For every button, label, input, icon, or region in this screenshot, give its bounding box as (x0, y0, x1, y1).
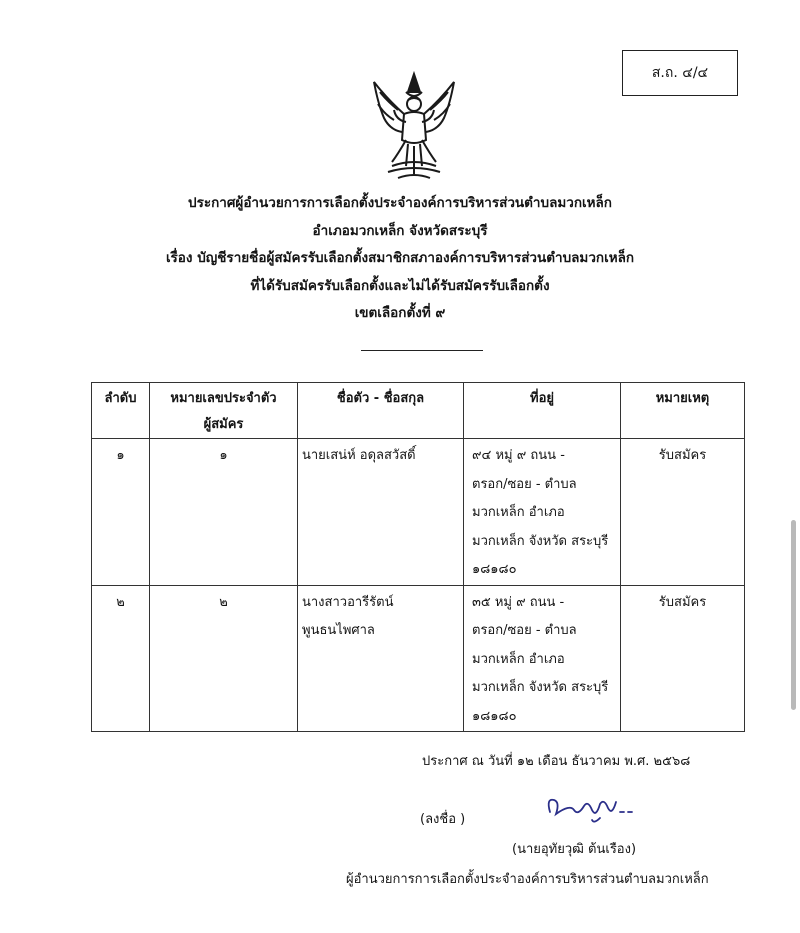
header-address: ที่อยู่ (464, 383, 621, 439)
address-line: ๙๔ หมู่ ๙ ถนน - (472, 448, 565, 463)
announcement-date: ประกาศ ณ วันที่ ๑๒ เดือน ธันวาคม พ.ศ. ๒๕๖๘ (422, 754, 691, 769)
row-candidate-number: ๒ (150, 585, 298, 732)
header-candidate-number (150, 383, 298, 439)
garuda-emblem-icon (368, 70, 460, 182)
row-name-line-2: พูนธนไพศาล (302, 623, 375, 638)
address-line: มวกเหล็ก จังหวัด สระบุรี (472, 680, 609, 695)
row-name (298, 585, 464, 732)
header-number-line-1: หมายเลขประจำตัว (170, 391, 277, 406)
table-header-row (92, 383, 745, 439)
announcement-heading (0, 190, 800, 328)
heading-line-4: ที่ได้รับสมัครรับเลือกตั้งและไม่ได้รับสมัครรับเลือกตั้ง (250, 277, 550, 294)
row-candidate-number: ๑ (150, 439, 298, 586)
heading-divider (361, 350, 483, 351)
header-number-line-2: ผู้สมัคร (203, 417, 244, 432)
address-line: ๓๕ หมู่ ๙ ถนน - (472, 594, 565, 610)
address-line: มวกเหล็ก อำเภอ (472, 651, 565, 667)
row-name-line-1: นายเสน่ห์ อดุลสวัสดิ์ (302, 448, 416, 463)
row-remark: รับสมัคร (621, 439, 745, 586)
row-order: ๒ (92, 585, 150, 732)
table-row (92, 585, 745, 732)
form-code-box (622, 50, 738, 96)
address-line: ๑๘๑๘๐ (472, 708, 517, 724)
form-code: ส.ถ. ๔/๔ (651, 65, 709, 81)
header-name: ชื่อตัว - ชื่อสกุล (298, 383, 464, 439)
signer-name: (นายอุทัยวุฒิ ต้นเรือง) (512, 842, 637, 857)
address-line: ตรอก/ซอย - ตำบล (472, 623, 577, 638)
row-name-line-1: นางสาวอารีรัตน์ (302, 594, 394, 610)
scrollbar-thumb[interactable] (791, 520, 796, 710)
row-address (464, 585, 621, 732)
heading-line-3: เรื่อง บัญชีรายชื่อผู้สมัครรับเลือกตั้งสมาชิกสภาองค์การบริหารส่วนตำบลมวกเหล็ก (165, 250, 635, 266)
row-name (298, 439, 464, 586)
heading-line-2: อำเภอมวกเหล็ก จังหวัดสระบุรี (312, 222, 488, 239)
heading-line-5: เขตเลือกตั้งที่ ๙ (354, 305, 446, 321)
address-line: มวกเหล็ก จังหวัด สระบุรี (472, 533, 609, 549)
row-order: ๑ (92, 439, 150, 586)
row-address (464, 439, 621, 586)
address-line: มวกเหล็ก อำเภอ (472, 505, 565, 520)
heading-line-1: ประกาศผู้อำนวยการการเลือกตั้งประจำองค์การบริหารส่วนตำบลมวกเหล็ก (188, 195, 612, 211)
handwritten-signature-icon (540, 790, 640, 826)
signature-label: (ลงชื่อ ) (420, 812, 466, 827)
row-remark: รับสมัคร (621, 585, 745, 732)
header-order: ลำดับ (92, 383, 150, 439)
table-row (92, 439, 745, 586)
header-remark: หมายเหตุ (621, 383, 745, 439)
address-line: ตรอก/ซอย - ตำบล (472, 476, 577, 492)
candidate-table (91, 382, 745, 732)
signer-position: ผู้อำนวยการการเลือกตั้งประจำองค์การบริหารส่วนตำบลมวกเหล็ก (346, 872, 709, 887)
address-line: ๑๘๑๘๐ (472, 562, 517, 577)
